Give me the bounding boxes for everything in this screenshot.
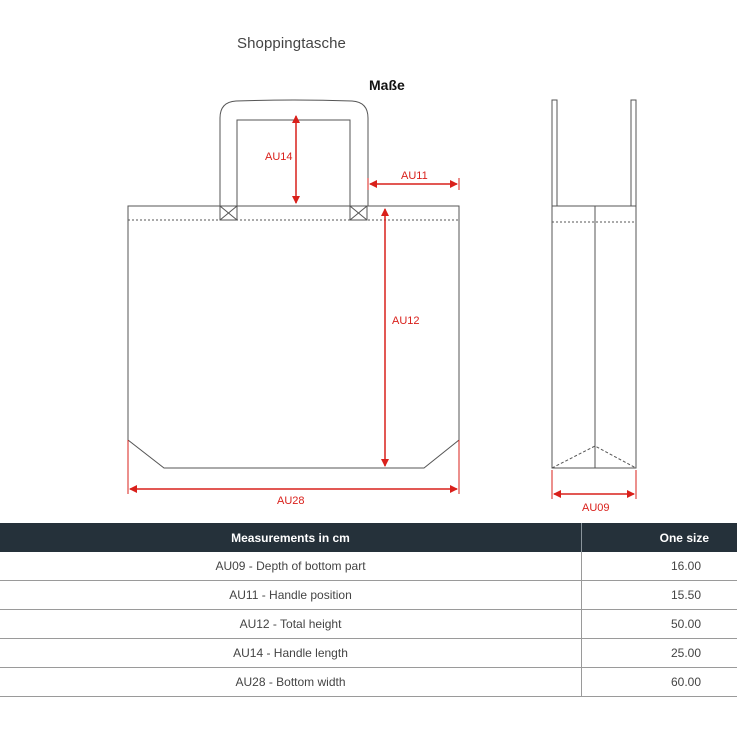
measurement-name: AU12 - Total height [0,610,582,639]
handle-outline [220,100,368,206]
side-body-outline [552,206,636,468]
measurement-value: 25.00 [582,639,737,668]
page-title: Shoppingtasche [237,35,346,52]
handle-attachment-right [350,206,367,220]
table-row [0,668,737,697]
measurement-name: AU11 - Handle position [0,581,582,610]
table-row [0,552,737,581]
measurement-value: 15.50 [582,581,737,610]
measurement-value: 50.00 [582,610,737,639]
au28-label: AU28 [277,495,305,507]
side-handle-left [552,100,557,206]
au14-label: AU14 [265,151,293,163]
handle-attachment-left [220,206,237,220]
table-row [0,581,737,610]
table-row [0,639,737,668]
table-row [0,610,737,639]
bag-front-view [128,100,459,468]
drawing-title: Maße [369,77,405,93]
au11-label: AU11 [401,170,428,182]
table-header-row [0,523,737,552]
measurements-table [0,523,737,697]
column-header-measurements: Measurements in cm [0,523,582,552]
measurement-name: AU28 - Bottom width [0,668,582,697]
bag-body-outline [128,206,459,468]
measurement-name: AU14 - Handle length [0,639,582,668]
measurement-value: 16.00 [582,552,737,581]
handle-inner-outline [237,120,350,206]
au12-label: AU12 [392,315,420,327]
column-header-one-size: One size [582,523,737,552]
measurement-name: AU09 - Depth of bottom part [0,552,582,581]
measurement-value: 60.00 [582,668,737,697]
side-bottom-gusset [552,446,636,468]
au09-label: AU09 [582,502,610,514]
bag-side-view [552,100,636,468]
side-handle-right [631,100,636,206]
side-dimensions [552,470,636,499]
